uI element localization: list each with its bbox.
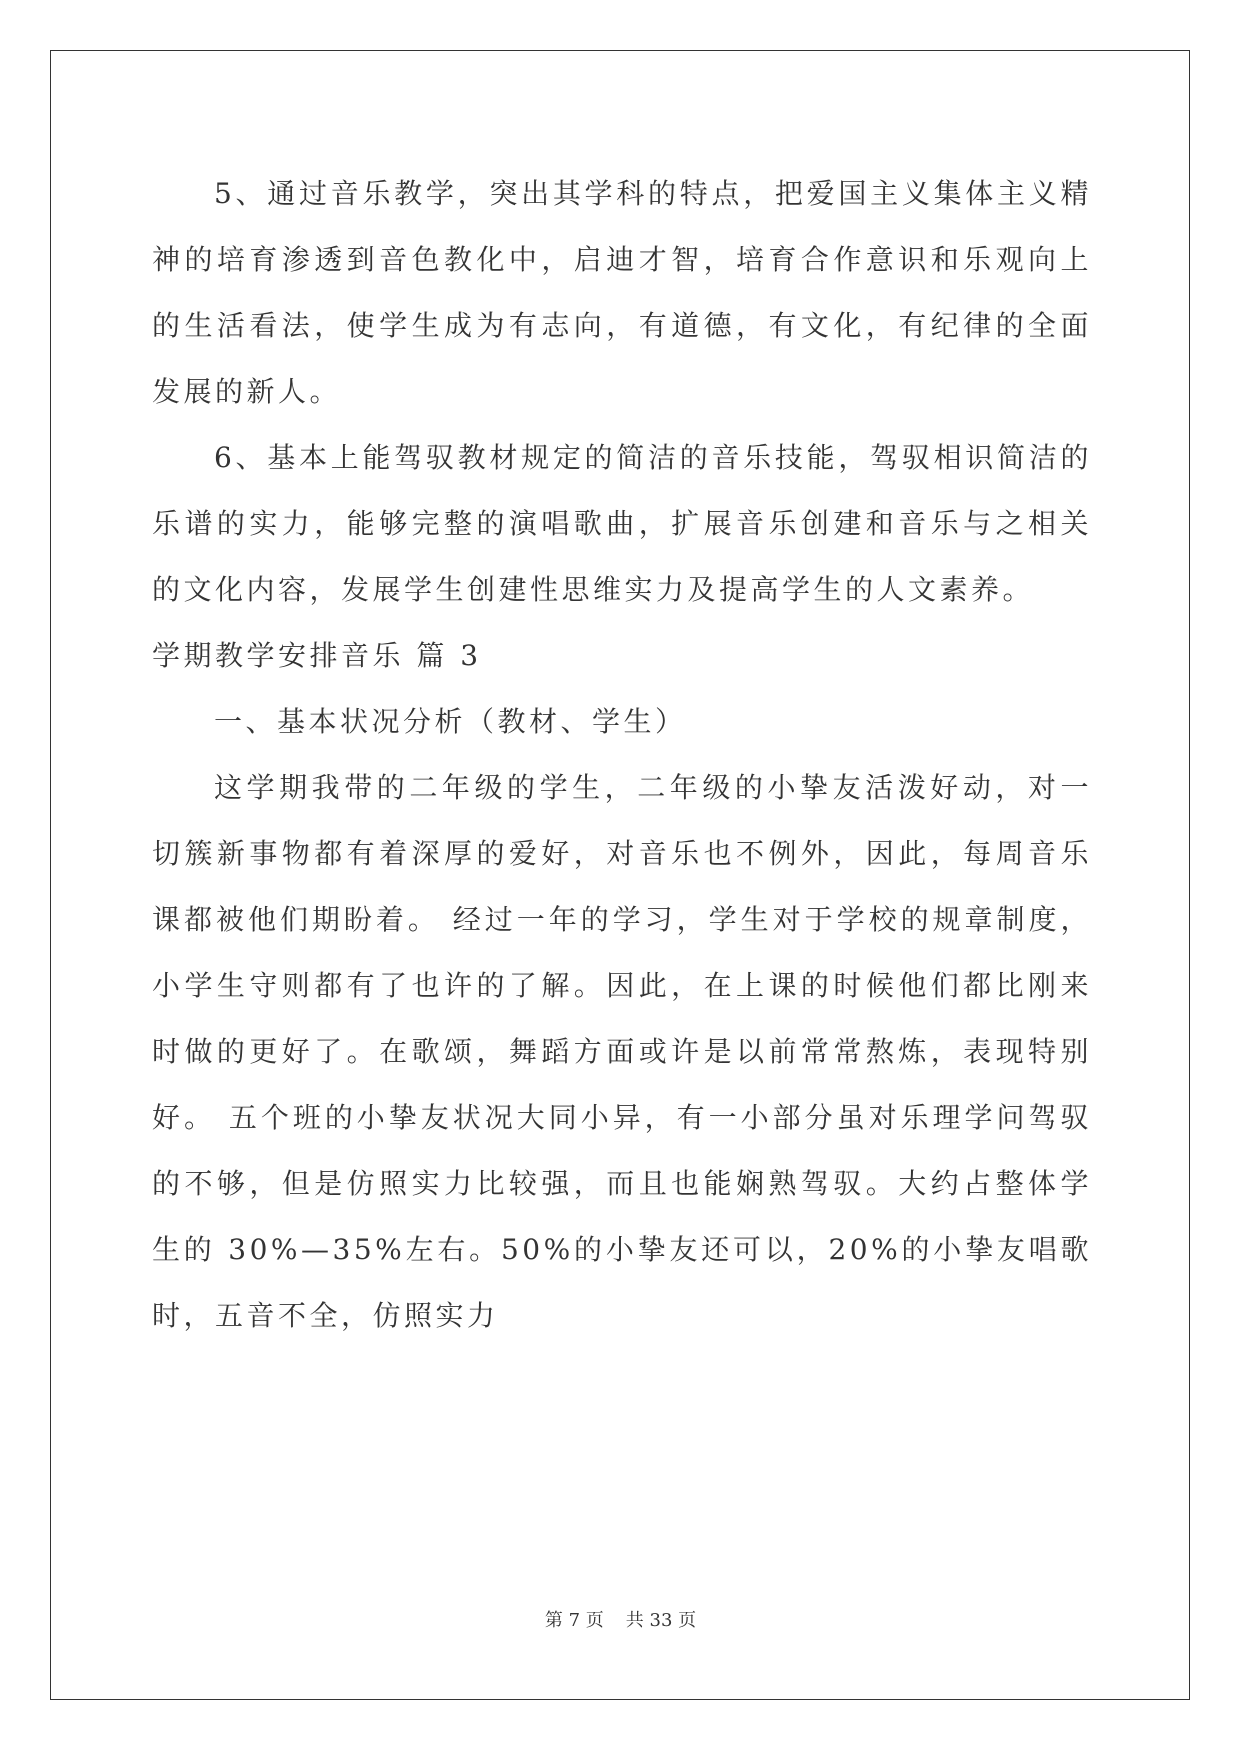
page-number: 第 7 页 xyxy=(544,1610,604,1631)
section-heading: 学期教学安排音乐 篇 3 xyxy=(152,639,482,672)
document-body xyxy=(152,161,1092,1349)
page-total: 共 33 页 xyxy=(625,1610,697,1631)
paragraph-item-6: 6、基本上能驾驭教材规定的简洁的音乐技能，驾驭相识简洁的乐谱的实力，能够完整的演唱歌曲，扩展音乐创建和音乐与之相关的文化内容，发展学生创建性思维实力及提高学生的人文素养。 xyxy=(152,441,1092,606)
subheading: 一、基本状况分析（教材、学生） xyxy=(214,705,687,738)
paragraph-item-5: 5、通过音乐教学，突出其学科的特点，把爱国主义集体主义精神的培育渗透到音色教化中，启迪才智，培育合作意识和乐观向上的生活看法，使学生成为有志向，有道德，有文化，有纪律的全面发展的新人。 xyxy=(152,177,1092,408)
page-footer xyxy=(0,1606,1241,1632)
body-paragraph: 这学期我带的二年级的学生，二年级的小挚友活泼好动，对一切簇新事物都有着深厚的爱好，对音乐也不例外，因此，每周音乐课都被他们期盼着。 经过一年的学习，学生对于学校的规章制度，小学生守则都有了也许的了解。因此，在上课的时候他们都比刚来时做的更好了。在歌颂，舞蹈方面或许是以前常常熬炼，表现特别好。 五个班的小挚友状况大同小异，有一小部分虽对乐理学问驾驭的不够，但是仿照实力比较强，而且也能娴熟驾驭。大约占整体学生的 30%—35%左右。50%的小挚友还可以，20%的小挚友唱歌时，五音不全，仿照实力 xyxy=(152,771,1092,1332)
